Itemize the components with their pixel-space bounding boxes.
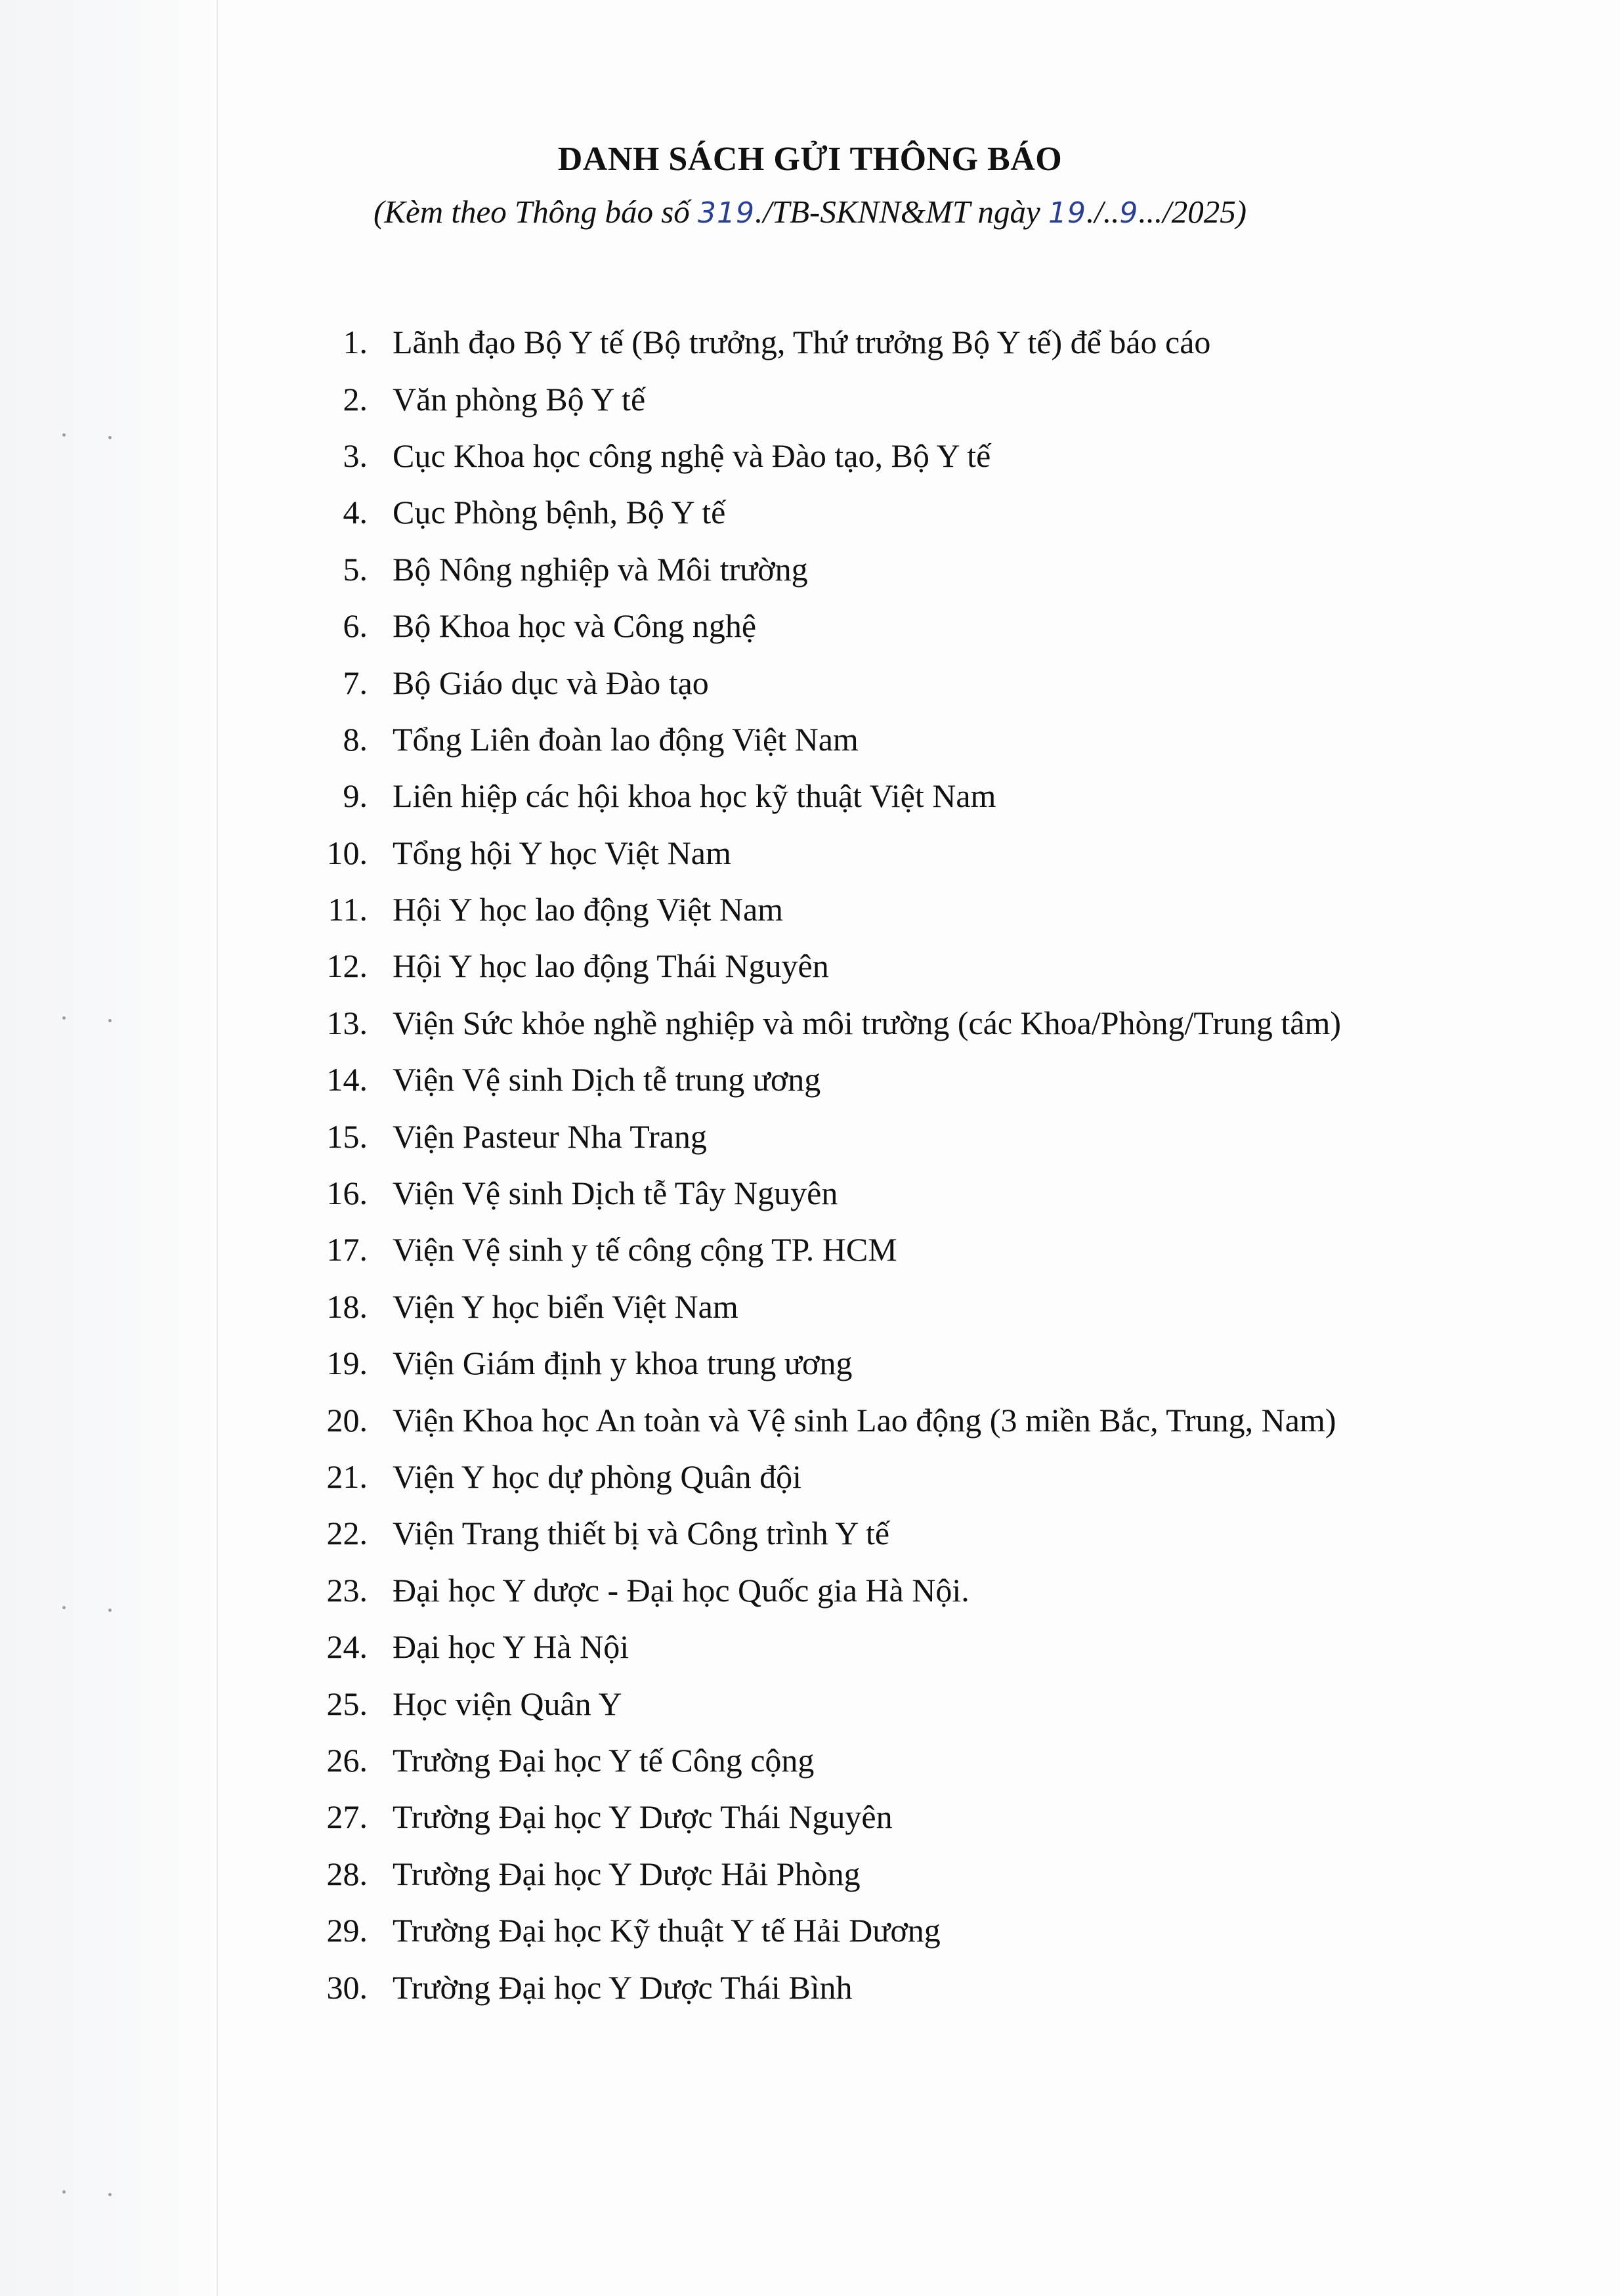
- list-item-number: 24.: [326, 1628, 368, 1666]
- list-item-text: Hội Y học lao động Việt Nam: [393, 891, 784, 928]
- list-item-number: 2.: [343, 380, 368, 418]
- subtitle-separator: ./..: [1086, 194, 1120, 230]
- scan-speck: [62, 433, 66, 437]
- list-item-text: Viện Vệ sinh Dịch tễ trung ương: [393, 1061, 821, 1098]
- list-item-text: Viện Pasteur Nha Trang: [393, 1117, 707, 1155]
- list-item-text: Lãnh đạo Bộ Y tế (Bộ trưởng, Thứ trưởng Bộ Y tế) để báo cáo: [393, 324, 1211, 361]
- handwritten-day: 19: [1048, 196, 1086, 230]
- list-item-number: 18.: [326, 1288, 368, 1325]
- list-item: [289, 654, 1536, 710]
- list-item-number: 27.: [326, 1798, 368, 1836]
- scan-speck: [108, 1609, 112, 1612]
- scan-speck: [108, 436, 112, 439]
- scan-speck: [62, 1016, 66, 1020]
- list-item: [289, 1108, 1536, 1164]
- list-item-text: Liên hiệp các hội khoa học kỹ thuật Việt Nam: [393, 777, 996, 815]
- list-item: [289, 427, 1536, 484]
- list-item: [289, 1675, 1536, 1731]
- list-item-number: 19.: [326, 1345, 368, 1382]
- list-item: [289, 541, 1536, 597]
- list-item: [289, 484, 1536, 540]
- list-item-text: Viện Y học dự phòng Quân đội: [393, 1458, 802, 1495]
- list-item-number: 12.: [326, 947, 368, 985]
- list-item: [289, 1335, 1536, 1391]
- scan-margin-shading: [0, 0, 217, 2296]
- list-item-text: Tổng hội Y học Việt Nam: [393, 834, 731, 871]
- list-item: [289, 995, 1536, 1051]
- recipient-list: [289, 314, 1536, 2016]
- list-item: [289, 768, 1536, 824]
- list-item-number: 5.: [343, 550, 368, 588]
- list-item: [289, 1846, 1536, 1902]
- list-item-number: 4.: [343, 494, 368, 531]
- list-item-text: Viện Sức khỏe nghề nghiệp và môi trường (các Khoa/Phòng/Trung tâm): [393, 1004, 1341, 1041]
- list-item-number: 11.: [328, 891, 368, 928]
- list-item-number: 29.: [326, 1912, 368, 1949]
- scan-edge-line: [217, 0, 218, 2296]
- list-item-number: 3.: [343, 437, 368, 474]
- list-item-text: Trường Đại học Kỹ thuật Y tế Hải Dương: [393, 1912, 941, 1949]
- list-item-text: Bộ Giáo dục và Đào tạo: [393, 664, 709, 701]
- list-item-number: 22.: [326, 1515, 368, 1552]
- list-item-text: Viện Khoa học An toàn và Vệ sinh Lao động (3 miền Bắc, Trung, Nam): [393, 1401, 1336, 1439]
- list-item-number: 9.: [343, 777, 368, 815]
- list-item-number: 17.: [326, 1231, 368, 1268]
- list-item-text: Trường Đại học Y Dược Thái Bình: [393, 1968, 853, 2006]
- list-item: [289, 1902, 1536, 1959]
- list-item: [289, 1562, 1536, 1618]
- scan-speck: [62, 1606, 66, 1609]
- list-item: [289, 1618, 1536, 1675]
- list-item-number: 8.: [343, 720, 368, 758]
- list-item-number: 10.: [326, 834, 368, 871]
- list-item-text: Viện Vệ sinh y tế công cộng TP. HCM: [393, 1231, 897, 1268]
- list-item-number: 30.: [326, 1968, 368, 2006]
- scan-speck: [62, 2190, 66, 2194]
- list-item-text: Đại học Y dược - Đại học Quốc gia Hà Nội.: [393, 1571, 970, 1609]
- list-item-number: 1.: [343, 324, 368, 361]
- list-item: [289, 938, 1536, 994]
- list-item-text: Viện Trang thiết bị và Công trình Y tế: [393, 1515, 890, 1552]
- list-item-number: 7.: [343, 664, 368, 701]
- list-item-number: 15.: [326, 1117, 368, 1155]
- list-item-number: 20.: [326, 1401, 368, 1439]
- scan-speck: [108, 1019, 112, 1022]
- list-item-number: 28.: [326, 1855, 368, 1892]
- list-item: [289, 1448, 1536, 1505]
- list-item-text: Hội Y học lao động Thái Nguyên: [393, 947, 829, 985]
- document-title: DANH SÁCH GỬI THÔNG BÁO: [557, 141, 1063, 178]
- list-item-text: Bộ Khoa học và Công nghệ: [393, 607, 757, 645]
- list-item-number: 25.: [326, 1685, 368, 1722]
- list-item-number: 21.: [326, 1458, 368, 1495]
- list-item: [289, 1732, 1536, 1788]
- list-item-number: 14.: [326, 1061, 368, 1098]
- list-item-number: 6.: [343, 607, 368, 645]
- list-item-text: Trường Đại học Y Dược Hải Phòng: [393, 1855, 861, 1892]
- list-item-text: Trường Đại học Y Dược Thái Nguyên: [393, 1798, 893, 1836]
- list-item: [289, 881, 1536, 938]
- list-item-number: 13.: [326, 1004, 368, 1041]
- list-item-text: Viện Giám định y khoa trung ương: [393, 1345, 853, 1382]
- handwritten-notice-number: 319: [698, 196, 756, 230]
- list-item-text: Bộ Nông nghiệp và Môi trường: [393, 550, 808, 588]
- handwritten-month: 9: [1119, 196, 1139, 230]
- list-item-number: 16.: [326, 1175, 368, 1212]
- list-item-number: 23.: [326, 1571, 368, 1609]
- list-item-text: Văn phòng Bộ Y tế: [393, 380, 646, 418]
- list-item: [289, 314, 1536, 370]
- list-item-text: Viện Vệ sinh Dịch tễ Tây Nguyên: [393, 1175, 838, 1212]
- list-item: [289, 1165, 1536, 1221]
- list-item: [289, 597, 1536, 654]
- scan-speck: [108, 2193, 112, 2196]
- list-item: [289, 1959, 1536, 2015]
- list-item-text: Viện Y học biển Việt Nam: [393, 1288, 738, 1325]
- list-item-text: Đại học Y Hà Nội: [393, 1628, 629, 1666]
- list-item-text: Tổng Liên đoàn lao động Việt Nam: [393, 720, 859, 758]
- list-item: [289, 825, 1536, 881]
- list-item: [289, 1051, 1536, 1108]
- subtitle-suffix: .../2025): [1138, 194, 1247, 230]
- list-item-text: Trường Đại học Y tế Công cộng: [393, 1741, 815, 1779]
- list-item: [289, 370, 1536, 427]
- list-item: [289, 1221, 1536, 1278]
- list-item-text: Học viện Quân Y: [393, 1685, 622, 1722]
- list-item: [289, 1788, 1536, 1845]
- list-item: [289, 1391, 1536, 1448]
- list-item-text: Cục Phòng bệnh, Bộ Y tế: [393, 494, 726, 531]
- list-item: [289, 711, 1536, 768]
- subtitle-prefix: (Kèm theo Thông báo số: [373, 194, 698, 230]
- list-item-number: 26.: [326, 1741, 368, 1779]
- list-item-text: Cục Khoa học công nghệ và Đào tạo, Bộ Y tế: [393, 437, 991, 474]
- list-item: [289, 1505, 1536, 1561]
- document-subtitle: [0, 190, 1620, 235]
- list-item: [289, 1278, 1536, 1335]
- subtitle-middle: ./TB-SKNN&MT ngày: [755, 194, 1048, 230]
